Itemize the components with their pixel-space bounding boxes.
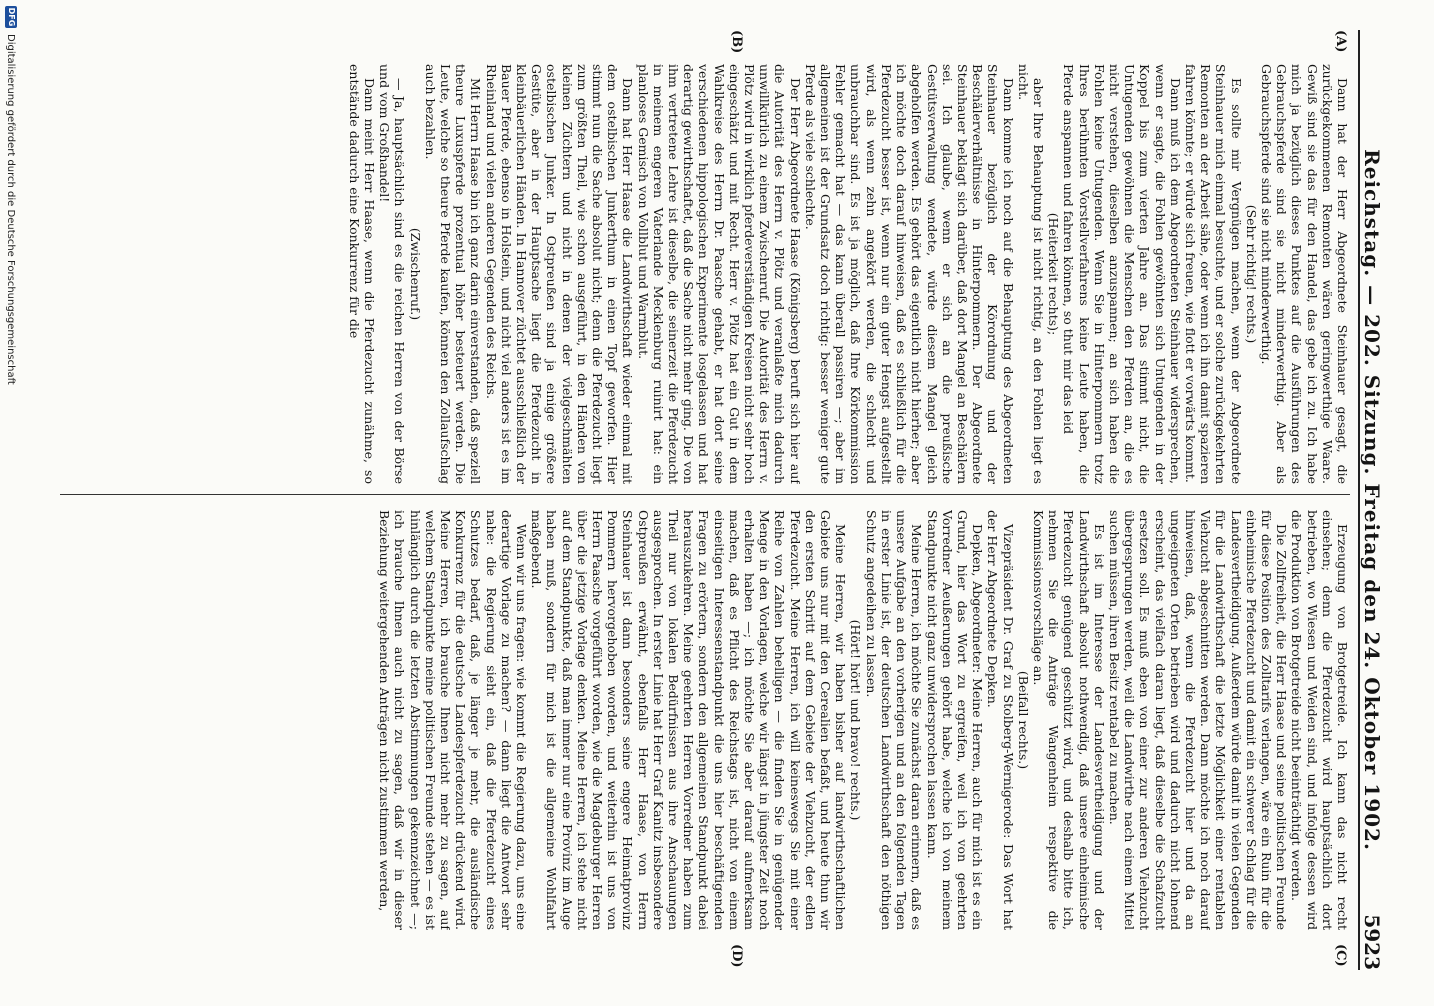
paragraph: Es ist im Interesse der Landesvertheidigung und der Landwirthschaft absolut nothwendig, daß unsere einheimische Pferdezucht genügend geschützt wird, und deshalb bitte ich, nehmen Sie die Anträge Wangenheim respektive die Kommissionsvorschläge an. xyxy=(1030,510,1107,930)
page-header xyxy=(1358,30,1394,970)
paragraph: aber Ihre Behauptung ist nicht richtig, an den Fohlen liegt es nicht. xyxy=(1015,64,1046,484)
paragraph: Der Herr Abgeordnete Haase (Königsberg) beruft sich hier auf die Autorität des Herrn v. Plötz und veranlaßte mich dadurch unwillkürlich zu einem Zwischenruf. Die Autorität des Herrn v. Plötz wird in wirklich pferdeverständigen Kreisen nicht sehr hoch eingeschätzt und mit Recht. Herr v. Plötz hat ein Gut in dem Wahlkreise des Herrn Dr. Paasche gehabt, er hat dort seine verschiedenen hippologischen Experimente losgelassen und hat derartig gewirthschaftet, daß die Sache nicht mehr ging. Die von ihm vertretene Lehre ist dieselbe, die seinerzeit die Pferdezucht in meinem engeren Vaterlande Mecklenburg ruinirt hat: ein planloses Gemisch von Vollblut und Warmblut. xyxy=(635,64,803,484)
margin-mark-a: (A) xyxy=(1333,30,1348,53)
paragraph: Meine Herren, ich möchte Sie zunächst daran erinnern, daß es unsere Aufgabe an den vorherigen und an den folgenden Tagen in erster Linie ist, der deutschen Landwirthschaft den nöthigen Schutz angedeihen zu lassen. xyxy=(863,510,925,930)
paragraph: (Sehr richtig! rechts.) xyxy=(1243,204,1259,344)
paragraph: (Heiterkeit rechts); xyxy=(1046,212,1062,336)
paragraph: Dann meint Herr Haase, wenn die Pferdezucht zunähme, so entstände dadurch eine Konkurrenz für die xyxy=(346,64,377,484)
paragraph: Meine Herren, wir haben bisher auf landwirthschaftlichen Gebiete uns nur mit den Cerealien befaßt, und heute thun wir den ersten Schritt auf dem Gebiete der Viehzucht, der edlen Pferdezucht. Meine Herren, ich will keineswegs Sie mit einer Reihe von Zahlen behelligen — die finden Sie in genügender Menge in den Vorlagen, welche wir längst in jüngster Zeit noch erhalten haben —; ich möchte Sie aber darauf aufmerksam machen, daß es Pflicht des Reichstags ist, nicht von einem einseitigen Interessenstandpunkt die uns hier beschäftigenden Fragen zu erörtern, sondern den allgemeinen Standpunkt dabei herauszukehren. Meine geehrten Herren Vorredner haben zum Theil nur von lokalen Bedürfnissen aus ihre Anschauungen ausgesprochen. In erster Linie hat Herr Graf Kanitz insbesondere Ostpreußen erwähnt, ebenfalls Herr Haase, von Herrn Steinhauer ist dann besonders seine engere Heimatprovinz Pommern hervorgehoben worden, und weiterhin ist uns von Herrn Paasche vorgeführt worden, wie die Magdeburger Herren über die jetzige Vorlage denken. Meine Herren, ich stehe nicht auf dem Standpunkte, daß man immer nur eine Provinz im Auge haben muß, sondern für mich ist die allgemeine Wohlfahrt maßgebend. xyxy=(529,510,849,930)
paragraph: — Ja, hauptsächlich sind es die reichen Herren von der Börse und vom Großhandel! xyxy=(377,64,408,484)
paragraph: Dann hat Herr Haase die Landwirthschaft wieder einmal mit dem ostelbischen Junkerthum in einen Topf geworfen. Hier stimmt nun die Sache absolut nicht; denn die Pferdezucht liegt zum größten Theil, wie schon ausgeführt, in den Händen von kleinen Züchtern und nicht in denen der vielgeschmähten ostelbischen Junker. In Ostpreußen sind ja einige größere Gestüte, aber in der Hauptsache liegt die Pferdezucht in kleinbäuerlichen Händen. In Hannover züchtet ausschließlich der Bauer Pferde, ebenso in Holstein, und nicht viel anders ist es im Rheinland und vielen anderen Gegenden des Reichs. xyxy=(483,64,636,484)
paragraph: Depken, Abgeordneter: Meine Herren, auch für mich ist es ein Grund, hier das Wort zu ergreifen, weil ich von geehrten Vorredner Aeußerungen gehört habe, welche ich von meinem Standpunkte nicht ganz unwidersprochen lassen kann. xyxy=(924,510,986,930)
paragraph: Erzeugung von Brotgetreide. Ich kann das nicht recht einsehen; denn die Pferdezucht wird hauptsächlich dort betrieben, wo Wiesen und Weiden sind, und infolge dessen wird die Produktion von Brotgetreide nicht beeinträchtigt werden. xyxy=(1289,510,1350,930)
paragraph: Dann hat der Herr Abgeordnete Steinhauer gesagt, die zurückgekommenen Remonten wären geringwerthige Waare. Gewiß sind sie das für den Handel, das gebe ich zu. Ich habe mich ja bezüglich dieses Punktes auf die Ausführungen des Gebrauchspferde sind sie nicht minderwerthig. Aber als Gebrauchspferde sind sie nicht minderwerthig. xyxy=(1258,64,1350,484)
paragraph: (Beifall rechts.) xyxy=(1015,670,1031,770)
paragraph: (Hört! hört! und bravo! rechts.) xyxy=(848,619,864,821)
footer-credit: Digitalisierung gefördert durch die Deutsche Forschungsgemeinschaft xyxy=(5,34,17,385)
margin-mark-d: (D) xyxy=(729,944,744,968)
header-title: Reichstag. — 202. Sitzung. Freitag den 24. Oktober 1902. xyxy=(1360,149,1384,851)
margin-mark-b: (B) xyxy=(729,30,744,54)
paragraph: (Zwischenruf.) xyxy=(407,227,423,321)
paragraph: Die Zollfreiheit, die Herr Haase und seine politischen Freunde für diese Position des Zolltarifs verlangen, wäre ein Ruin für die einheimische Pferdezucht und damit ein schwerer Schlag für die Landesvertheidigung. Außerdem würde damit in vielen Gegenden für die Landwirthschaft die letzte Möglichkeit einer rentablen Viehzucht abgeschnitten werden. Dann möchte ich noch darauf hinweisen, daß, wenn die Pferdezucht hier und da an ungeeigneten Orten betrieben wird und dadurch nicht lohnend erscheint, das vielfach daran liegt, daß dieselbe die Schafzucht ersetzen soll. Es muß eben von einer zur anderen Viehzucht übergesprungen werden, weil die Landwirthe nach einem Mittel suchen müssen, ihren Besitz rentabel zu machen. xyxy=(1106,510,1290,930)
margin-mark-c: (C) xyxy=(1333,944,1348,967)
paragraph: Vizepräsident Dr. Graf zu Stolberg-Wernigerode: Das Wort hat der Herr Abgeordnete Depken. xyxy=(985,510,1016,930)
paragraph: Es sollte mir Vergnügen machen, wenn der Abgeordnete Steinhauer mich einmal besuchte, und er solche zurückgekehrten Remonten an der Arbeit sähe, oder wenn ich ihn damit spazieren fahren könnte; er würde sich freuen, wie flott er vorwärts kommt. xyxy=(1182,64,1244,484)
right-column xyxy=(70,510,1350,930)
paragraph: Mit Herrn Haase bin ich ganz darin einverstanden, daß speziell theure Luxuspferde prozentual höher besteuert werden. Die Leute, welche so theure Pferde kaufen, können den Zollaufschlag auch bezahlen. xyxy=(422,64,484,484)
page-footer xyxy=(0,0,22,1006)
paragraph: Wenn wir uns fragen: wie kommt die Regierung dazu, uns eine derartige Vorlage zu machen? — dann liegt die Antwort sehr nahe: die Regierung sieht ein, daß die Pferdezucht eines Schutzes bedarf, daß, je länger je mehr, die ausländische Konkurrenz für die deutsche Landespferdezucht drückend wird. Meine Herren, ich brauche Ihnen nicht mehr zu sagen, auf welchem Standpunkte meine politischen Freunde stehen — es ist hinlänglich durch die letzten Abstimmungen gekennzeichnet —; ich brauche Ihnen auch nicht zu sagen, daß wir in dieser Beziehung weitergehenden Anträgen nicht zustimmen werden, xyxy=(377,510,530,930)
left-column xyxy=(70,64,1350,484)
column-divider xyxy=(60,494,1350,495)
dfg-logo: DFG xyxy=(7,7,16,27)
paragraph: Dann komme ich noch auf die Behauptung des Abgeordneten Steinhauer bezüglich der Körordnung und der Beschälerverhältnisse in Hinterpommern. Der Abgeordnete Steinhauer beklagt sich darüber, daß dort Mangel an Beschälern sei. Ich glaube, wenn er sich an die preußische Gestütsverwaltung wendete, würde diesem Mangel gleich abgeholfen werden. Es gehört das eigentlich nicht hierher; aber ich möchte doch darauf hinweisen, daß es schließlich für die Pferdezucht besser ist, wenn nur ein guter Hengst aufgestellt wird, als wenn zehn angekört werden, die schlecht und unbrauchbar sind. Es ist ja möglich, daß Ihre Körkommission Fehler gemacht hat — das kann überall passiren —; aber im allgemeinen ist der Grundsatz doch richtig: besser weniger gute Pferde als viele schlechte. xyxy=(802,64,1016,484)
paragraph: Dann muß ich dem Abgeordneten Steinhauer widersprechen, wenn er sagte, die Fohlen gewöhnten sich Untugenden in der Koppel bis zum vierten Jahre an. Das stimmt nicht, die Untugenden gewöhnen die Menschen den Pferden an, die es nicht verstehen, dieselben anzuspannen; an sich haben die Fohlen keine Untugenden. Wenn Sie in Hinterpommern trotz Ihres berühmten Vorstellverfahrens keine Leute haben, die Pferde anspannen und fahren können, so thut mir das leid xyxy=(1061,64,1183,484)
page-number: 5923 xyxy=(1360,914,1384,970)
